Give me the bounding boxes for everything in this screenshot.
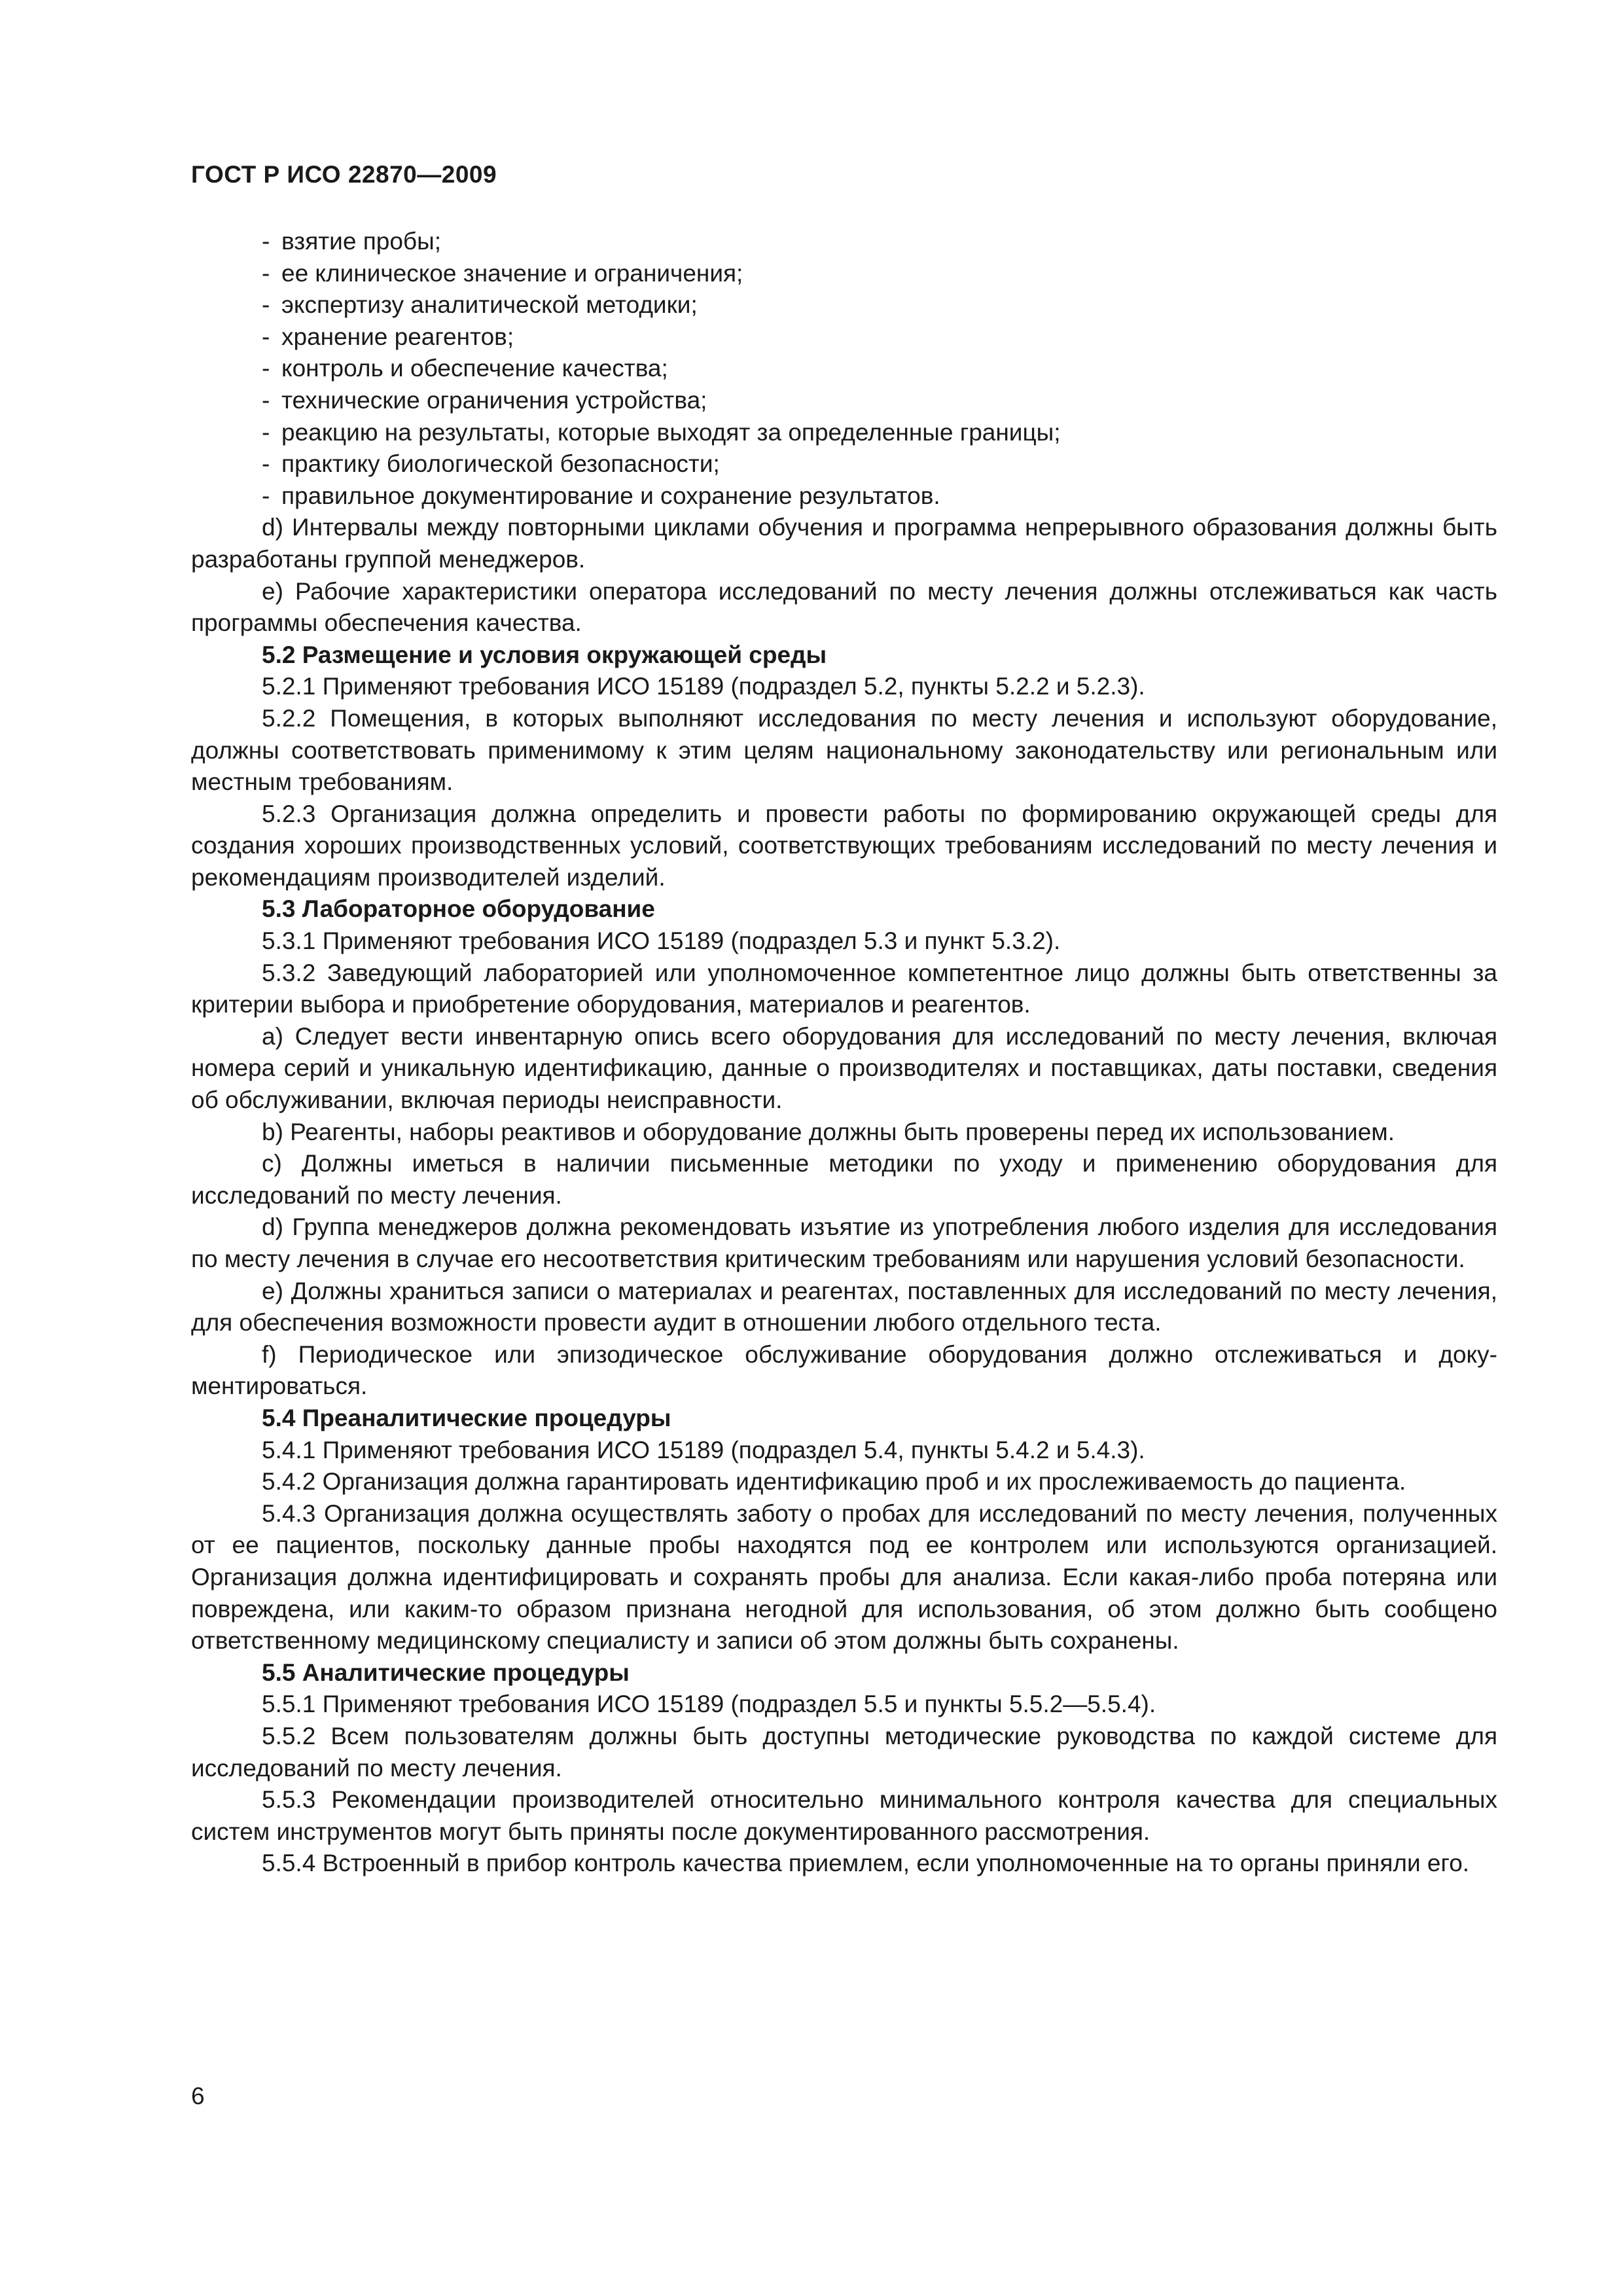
list-item-text: взятие пробы; [281, 228, 441, 255]
paragraph-5-2-3: 5.2.3 Организация должна определить и провести работы по формированию окружающей среды для создания хороших производственных условий, соответствующих требованиям исследований по месту лечения и рекомендациям производителей изделий. [191, 800, 1497, 891]
list-item-text: технические ограничения устройства; [281, 386, 707, 414]
paragraph-5-3-2-f: f) Периодическое или эпизодическое обслуживание оборудования должно отслеживаться и документироваться. [191, 1340, 1497, 1400]
paragraph-e-operator-performance: е) Рабочие характеристики оператора исследований по месту лечения должны отслеживаться как часть программы обеспечения качества. [191, 577, 1497, 637]
requirements-list [191, 226, 1497, 512]
list-item [262, 448, 1497, 480]
list-item [262, 353, 1497, 385]
list-item [262, 226, 1497, 258]
list-dash: - [262, 386, 270, 414]
paragraph-5-2-2: 5.2.2 Помещения, в которых выполняют исследования по месту лечения и используют оборудование, должны соответствовать применимому к этим целям национальному законодательству или региональным или местным требованиям. [191, 704, 1497, 796]
paragraph-5-4-1: 5.4.1 Применяют требования ИСО 15189 (подраздел 5.4, пункты 5.4.2 и 5.4.3). [262, 1436, 1145, 1463]
paragraph-5-3-2-a: а) Следует вести инвентарную опись всего оборудования для исследований по месту лечения, включая номера серий и уникальную идентификацию, данные о производителях и поставщиках, даты поставки, сведения об обслуживании, включая периоды неисправности. [191, 1022, 1497, 1114]
paragraph-5-2-1: 5.2.1 Применяют требования ИСО 15189 (подраздел 5.2, пункты 5.2.2 и 5.2.3). [262, 673, 1145, 700]
list-item [262, 417, 1497, 449]
list-dash: - [262, 355, 270, 382]
section-heading-5-2: 5.2 Размещение и условия окружающей среды [262, 641, 827, 668]
list-dash: - [262, 228, 270, 255]
paragraph-5-4-3: 5.4.3 Организация должна осуществлять заботу о пробах для исследований по месту лечения, полученных от ее пациентов, поскольку данные пробы находятся под ее контролем или используются организацией. Организация должна идентифицировать и сохранять пробы для анализа. Если какая-либо проба потеряна или повреждена, или каким-то образом признана негодной для использования, об этом должно быть сообщено ответственному медицинскому специалисту и записи об этом должны быть сохранены. [191, 1499, 1497, 1655]
list-item-text: контроль и обеспечение качества; [281, 355, 668, 382]
section-heading-5-4: 5.4 Преаналитические процедуры [262, 1404, 671, 1431]
paragraph-5-3-1: 5.3.1 Применяют требования ИСО 15189 (подраздел 5.3 и пункт 5.3.2). [262, 927, 1061, 955]
list-dash: - [262, 418, 270, 446]
paragraph-d-training-intervals: d) Интервалы между повторными циклами обучения и программа непрерывного образования должны быть разработаны группой менеджеров. [191, 514, 1497, 573]
paragraph-5-4-2: 5.4.2 Организация должна гарантировать идентификацию проб и их прослеживаемость до пациента. [262, 1468, 1406, 1496]
page-number: 6 [191, 2083, 205, 2109]
document-header: ГОСТ Р ИСО 22870—2009 [191, 161, 497, 188]
section-heading-5-5: 5.5 Аналитические процедуры [262, 1659, 630, 1686]
list-dash: - [262, 323, 270, 350]
list-item [262, 289, 1497, 321]
list-item-text: реакцию на результаты, которые выходят за определенные границы; [281, 418, 1061, 446]
paragraph-5-3-2: 5.3.2 Заведующий лабораторией или уполномоченное компетентное лицо должны быть ответственны за критерии выбора и приобретение оборудования, материалов и реагентов. [191, 959, 1497, 1018]
list-item [262, 321, 1497, 353]
list-item [262, 385, 1497, 417]
paragraph-5-3-2-d: d) Группа менеджеров должна рекомендовать изъятие из употребления любого изделия для исследования по месту лечения в случае его несоответствия критическим требованиям или нарушения условий безопасности. [191, 1213, 1497, 1272]
paragraph-5-5-2: 5.5.2 Всем пользователям должны быть доступны методические руководства по каждой системе для исследований по месту лечения. [191, 1722, 1497, 1782]
list-item-text: хранение реагентов; [281, 323, 514, 350]
list-item-text: экспертизу аналитической методики; [281, 291, 698, 319]
paragraph-5-5-3: 5.5.3 Рекомендации производителей относительно минимального контроля качества для специальных систем инструментов могут быть приняты после документированного рассмотрения. [191, 1786, 1497, 1845]
list-dash: - [262, 450, 270, 478]
list-dash: - [262, 259, 270, 287]
paragraph-5-3-2-b: b) Реагенты, наборы реактивов и оборудование должны быть проверены перед их использованием. [262, 1118, 1395, 1145]
section-heading-5-3: 5.3 Лабораторное оборудование [262, 895, 655, 923]
paragraph-5-5-1: 5.5.1 Применяют требования ИСО 15189 (подраздел 5.5 и пункты 5.5.2—5.5.4). [262, 1691, 1156, 1718]
paragraph-5-3-2-c: с) Должны иметься в наличии письменные методики по уходу и применению оборудования для исследований по месту лечения. [191, 1150, 1497, 1209]
paragraph-5-5-4: 5.5.4 Встроенный в прибор контроль качества приемлем, если уполномоченные на то органы приняли его. [262, 1850, 1470, 1877]
list-item-text: ее клиническое значение и ограничения; [281, 259, 743, 287]
list-item [262, 480, 1497, 512]
list-dash: - [262, 482, 270, 509]
list-item-text: правильное документирование и сохранение результатов. [281, 482, 940, 509]
list-item-text: практику биологической безопасности; [281, 450, 720, 478]
document-body [191, 226, 1497, 1880]
list-dash: - [262, 291, 270, 319]
list-item [262, 258, 1497, 290]
paragraph-5-3-2-e: е) Должны храниться записи о материалах и реагентах, поставленных для исследований по месту лечения, для обеспечения возможности провести аудит в отношении любого отдельного теста. [191, 1277, 1497, 1336]
